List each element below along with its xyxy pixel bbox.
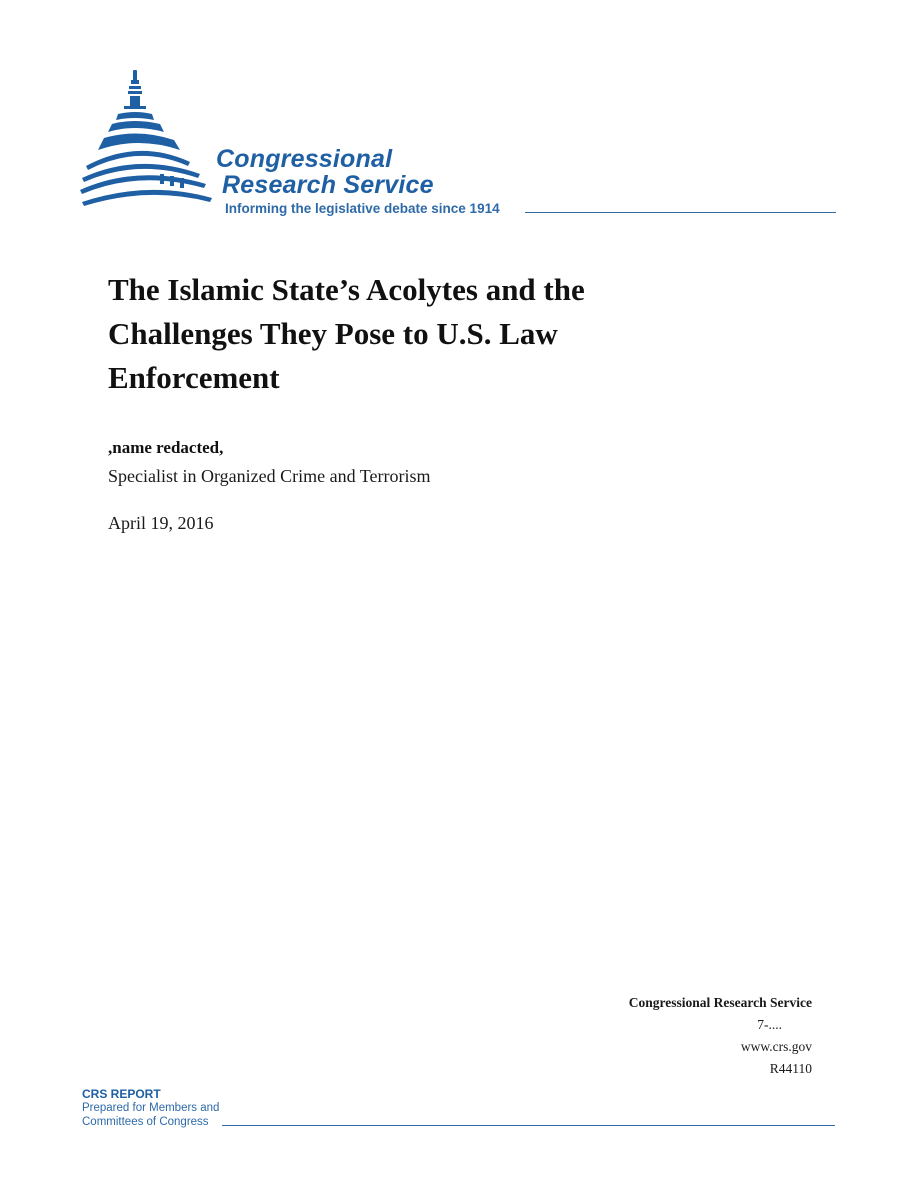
logo-org-line2: Research Service: [222, 171, 434, 199]
publisher-phone: 7-....: [757, 1017, 782, 1032]
report-number: R44110: [769, 1061, 812, 1076]
footer-line2: Committees of Congress: [82, 1116, 209, 1128]
publisher-website[interactable]: www.crs.gov: [740, 1039, 812, 1054]
footer-report-type: CRS REPORT: [82, 1087, 161, 1101]
footer: [82, 1087, 842, 1137]
report-date: April 19, 2016: [108, 513, 214, 533]
author-name: ,name redacted,: [108, 438, 224, 457]
footer-divider: [222, 1125, 835, 1126]
author-role: Specialist in Organized Crime and Terrorism: [108, 466, 431, 486]
logo-tagline: Informing the legislative debate since 1914: [225, 201, 500, 216]
crs-logo: [78, 66, 838, 226]
logo-divider: [525, 212, 836, 213]
capitol-dome-icon: [78, 66, 218, 221]
publisher-block: [629, 992, 812, 1080]
publisher-org: Congressional Research Service: [628, 995, 812, 1010]
logo-org-line1: Congressional: [216, 145, 393, 173]
footer-line1: Prepared for Members and: [82, 1102, 220, 1114]
report-title: The Islamic State’s Acolytes and the Challenges They Pose to U.S. Law Enforcement: [108, 272, 585, 395]
